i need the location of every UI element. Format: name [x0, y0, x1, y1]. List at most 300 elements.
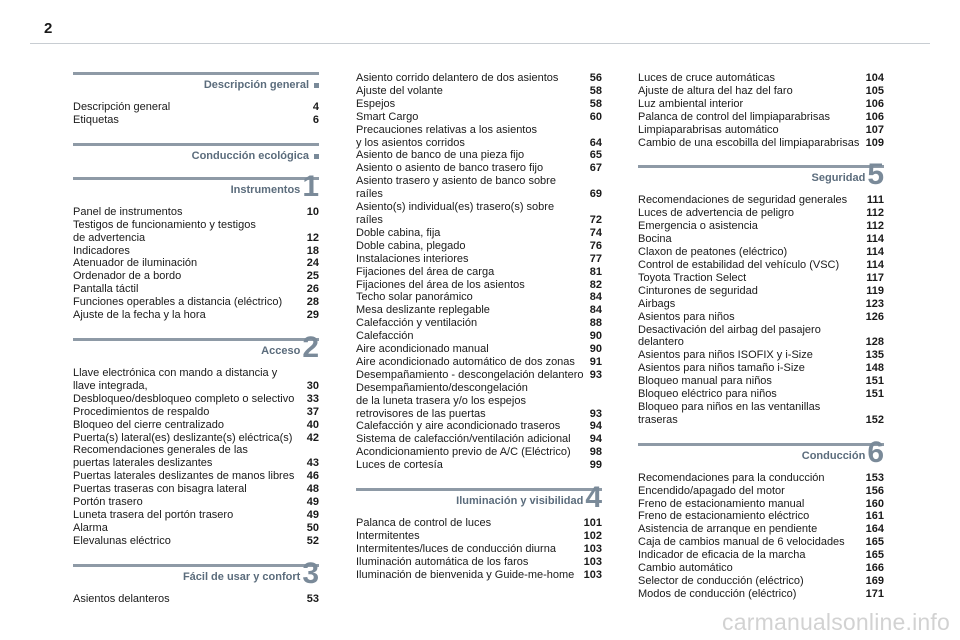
entry-list	[73, 367, 319, 548]
entry-page: 93	[589, 368, 602, 381]
entry-page: 103	[583, 542, 602, 555]
toc-entry[interactable]	[638, 311, 884, 324]
toc-entry[interactable]	[73, 419, 319, 432]
entry-page: 114	[866, 258, 884, 271]
entry-title: Bloqueo para niños en las ventanillas traseras	[638, 400, 821, 426]
toc-entry[interactable]	[73, 367, 319, 380]
entry-page: 99	[589, 459, 602, 472]
entry-list	[73, 206, 319, 322]
entry-page: 114	[866, 246, 884, 259]
toc-entry[interactable]	[356, 201, 602, 227]
toc-entry[interactable]	[73, 232, 319, 245]
toc-entry[interactable]	[356, 395, 602, 408]
entry-title: Luneta trasera del portón trasero	[73, 508, 234, 521]
entry-title: Asientos para niños	[638, 310, 735, 323]
entry-page: 65	[589, 149, 602, 162]
toc-entry[interactable]	[638, 194, 884, 207]
toc-entry[interactable]	[73, 444, 319, 457]
section-title: Iluminación y visibilidad	[456, 495, 584, 508]
section-title: Fácil de usar y confort	[182, 570, 301, 583]
entry-page: 166	[865, 562, 884, 575]
toc-entry[interactable]	[356, 408, 602, 421]
entry-title: Descripción general	[73, 101, 171, 113]
toc-entry[interactable]	[73, 483, 319, 496]
toc-entry[interactable]	[356, 433, 602, 446]
entry-page: 49	[306, 508, 319, 521]
toc-entry[interactable]	[356, 253, 602, 266]
entry-page: 103	[583, 568, 602, 581]
toc-entry[interactable]	[73, 283, 319, 296]
toc-entry[interactable]	[638, 98, 884, 111]
entry-list	[73, 593, 319, 606]
toc-entry[interactable]	[638, 111, 884, 124]
section-header	[73, 72, 319, 101]
entry-page: 112	[866, 207, 884, 220]
toc-entry[interactable]	[73, 114, 319, 127]
entry-title: Mesa deslizante replegable	[356, 304, 490, 317]
entry-page: 37	[306, 405, 319, 418]
toc-entry[interactable]	[73, 496, 319, 509]
entry-title: Claxon de peatones (eléctrico)	[638, 246, 788, 259]
toc-entry[interactable]	[356, 369, 602, 382]
toc-entry[interactable]	[356, 569, 602, 582]
entry-page: 165	[865, 536, 884, 549]
entry-page: 161	[865, 510, 884, 523]
toc-entry[interactable]	[638, 549, 884, 562]
toc-entry[interactable]	[356, 291, 602, 304]
entry-title: Modos de conducción (eléctrico)	[638, 587, 797, 600]
toc-entry[interactable]	[356, 124, 602, 137]
toc-entry[interactable]	[638, 588, 884, 601]
header-rule	[30, 43, 930, 44]
entry-page: 46	[306, 470, 319, 483]
toc-entry[interactable]	[638, 207, 884, 220]
entry-page: 109	[865, 136, 884, 149]
toc-entry[interactable]	[356, 343, 602, 356]
section-number: 1	[302, 169, 319, 203]
entry-title: Portón trasero	[73, 496, 143, 509]
entry-page: 76	[589, 239, 602, 252]
entry-list	[638, 472, 884, 601]
entry-page: 160	[865, 497, 884, 510]
entry-title: Luces de cruce automáticas	[638, 72, 775, 84]
square-bullet-icon	[314, 83, 319, 88]
entry-title: Bloqueo manual para niños	[638, 375, 772, 388]
entry-list	[356, 517, 602, 582]
toc-entry[interactable]	[356, 162, 602, 175]
entry-page: 106	[865, 97, 884, 110]
entry-title: puertas laterales deslizantes	[73, 457, 213, 470]
entry-page: 72	[589, 213, 602, 226]
entry-title: Asientos delanteros	[73, 592, 170, 605]
entry-page: 84	[589, 304, 602, 317]
entry-page: 148	[865, 362, 884, 375]
entry-page: 50	[306, 521, 319, 534]
entry-page: 164	[865, 523, 884, 536]
entry-title: Asiento o asiento de banco trasero fijo	[356, 162, 544, 175]
entry-title: Bloqueo del cierre centralizado	[73, 418, 225, 431]
toc-entry[interactable]	[356, 227, 602, 240]
entry-title: Freno de estacionamiento eléctrico	[638, 510, 810, 523]
toc-entry[interactable]	[638, 401, 884, 427]
entry-title: Cambio de una escobilla del limpiaparabrisas	[638, 136, 860, 149]
entry-page: 40	[306, 418, 319, 431]
entry-page: 26	[306, 283, 319, 296]
entry-page: 28	[306, 296, 319, 309]
entry-title: Calefacción	[356, 330, 414, 343]
entry-title: Luces de cortesía	[356, 459, 443, 472]
toc-column-1	[73, 72, 319, 622]
section-header	[73, 556, 319, 593]
entry-title: Alarma	[73, 521, 108, 534]
toc-entry[interactable]	[638, 375, 884, 388]
entry-page: 93	[589, 407, 602, 420]
toc-entry[interactable]	[638, 85, 884, 98]
entry-title: Funciones operables a distancia (eléctrico)	[73, 296, 283, 309]
toc-entry[interactable]	[356, 279, 602, 292]
entry-page: 30	[306, 379, 319, 392]
entry-title: Desempañamiento/descongelación	[356, 381, 528, 394]
entry-page: 91	[589, 355, 602, 368]
toc-entry[interactable]	[638, 72, 884, 85]
section-number: 4	[585, 481, 602, 515]
entry-title: Bocina	[638, 233, 672, 246]
entry-page: 111	[866, 194, 884, 207]
entry-title: Luces de advertencia de peligro	[638, 207, 794, 220]
toc-entry[interactable]	[356, 266, 602, 279]
entry-list	[638, 72, 884, 149]
entry-page: 67	[589, 162, 602, 175]
toc-entry[interactable]	[356, 382, 602, 395]
toc-entry[interactable]	[73, 522, 319, 535]
entry-title: Cambio automático	[638, 562, 733, 575]
entry-title: Selector de conducción (eléctrico)	[638, 575, 804, 587]
entry-title: Espejos	[356, 97, 396, 110]
toc-entry[interactable]	[73, 593, 319, 606]
entry-title: Limpiaparabrisas automático	[638, 123, 779, 136]
entry-page: 49	[306, 496, 319, 509]
section-title: Conducción ecológica	[191, 149, 309, 162]
entry-title: Caja de cambios manual de 6 velocidades	[638, 536, 845, 549]
section-title: Conducción	[801, 449, 866, 462]
toc-section	[73, 169, 319, 322]
toc-section	[638, 435, 884, 601]
entry-page: 114	[866, 233, 884, 246]
entry-title: Doble cabina, fija	[356, 226, 441, 239]
entry-title: Indicadores	[73, 244, 130, 257]
toc-entry[interactable]	[356, 240, 602, 253]
entry-page: 102	[583, 530, 602, 542]
toc-section	[73, 143, 319, 161]
entry-title: Asientos para niños tamaño i-Size	[638, 362, 805, 375]
toc-entry[interactable]	[73, 101, 319, 114]
entry-page: 126	[865, 310, 884, 323]
toc-entry[interactable]	[356, 517, 602, 530]
toc-entry[interactable]	[356, 85, 602, 98]
entry-title: Atenuador de iluminación	[73, 257, 198, 270]
entry-page: 94	[589, 433, 602, 446]
toc-entry[interactable]	[73, 296, 319, 309]
toc-section	[73, 72, 319, 127]
entry-page: 29	[306, 309, 319, 322]
toc-entry[interactable]	[638, 324, 884, 350]
toc-entry[interactable]	[73, 270, 319, 283]
toc-section	[73, 556, 319, 606]
entry-page: 52	[306, 534, 319, 547]
toc-entry[interactable]	[638, 220, 884, 233]
toc-entry[interactable]	[638, 285, 884, 298]
toc-entry[interactable]	[638, 523, 884, 536]
toc-entry[interactable]	[73, 309, 319, 322]
entry-title: Palanca de control de luces	[356, 517, 492, 530]
section-header	[73, 143, 319, 161]
entry-title: Acondicionamiento previo de A/C (Eléctrico)	[356, 446, 571, 459]
entry-title: Airbags	[638, 297, 676, 310]
entry-title: Ajuste del volante	[356, 84, 443, 97]
entry-page: 48	[306, 483, 319, 496]
toc-entry[interactable]	[73, 509, 319, 522]
entry-title: Puertas traseras con bisagra lateral	[73, 483, 247, 496]
entry-title: Intermitentes/luces de conducción diurna	[356, 542, 556, 555]
toc-entry[interactable]	[356, 543, 602, 556]
entry-page: 53	[306, 592, 319, 605]
watermark: carmanualsonline.info	[722, 609, 950, 635]
toc-entry[interactable]	[356, 149, 602, 162]
entry-title: Freno de estacionamiento manual	[638, 497, 805, 510]
toc-section	[73, 330, 319, 548]
entry-page: 90	[589, 343, 602, 356]
entry-title: Ajuste de altura del haz del faro	[638, 84, 793, 97]
entry-title: Control de estabilidad del vehículo (VSC)	[638, 258, 840, 271]
toc-entry[interactable]	[638, 472, 884, 485]
toc-entry[interactable]	[356, 420, 602, 433]
entry-title: Puertas laterales deslizantes de manos libres	[73, 470, 295, 483]
entry-page: 84	[589, 291, 602, 304]
entry-page: 24	[306, 257, 319, 270]
entry-page: 60	[589, 110, 602, 123]
entry-title: Toyota Traction Select	[638, 271, 747, 284]
toc-entry[interactable]	[73, 470, 319, 483]
toc-entry[interactable]	[638, 349, 884, 362]
section-title: Instrumentos	[230, 183, 301, 196]
entry-page: 152	[865, 413, 884, 426]
section-header	[73, 169, 319, 206]
entry-page: 151	[865, 388, 884, 401]
entry-title: Ordenador de a bordo	[73, 270, 182, 283]
toc-entry[interactable]	[638, 510, 884, 523]
toc-entry[interactable]	[638, 259, 884, 272]
square-bullet-icon	[314, 154, 319, 159]
entry-title: Llave electrónica con mando a distancia y	[73, 366, 278, 379]
entry-title: Etiquetas	[73, 113, 119, 126]
entry-title: Asiento trasero y asiento de banco sobre raíles	[356, 175, 556, 201]
toc-entry[interactable]	[73, 380, 319, 393]
toc-section	[638, 72, 884, 149]
entry-title: Cinturones de seguridad	[638, 284, 758, 297]
toc-entry[interactable]	[356, 330, 602, 343]
entry-page: 98	[589, 446, 602, 459]
entry-page: 88	[589, 317, 602, 330]
toc-entry[interactable]	[73, 219, 319, 232]
entry-title: Asistencia de arranque en pendiente	[638, 523, 818, 536]
toc-entry[interactable]	[638, 233, 884, 246]
toc-entry[interactable]	[73, 245, 319, 258]
section-number: 6	[867, 435, 884, 469]
entry-page: 112	[866, 220, 884, 233]
entry-page: 106	[865, 110, 884, 123]
entry-page: 94	[589, 420, 602, 433]
entry-title: Panel de instrumentos	[73, 205, 183, 218]
section-title: Seguridad	[811, 172, 866, 185]
entry-page: 6	[312, 113, 319, 126]
entry-title: Emergencia o asistencia	[638, 220, 758, 233]
toc-entry[interactable]	[73, 393, 319, 406]
section-header	[638, 435, 884, 472]
toc-entry[interactable]	[356, 304, 602, 317]
toc-entry[interactable]	[356, 137, 602, 150]
entry-page: 171	[865, 587, 884, 600]
toc-entry[interactable]	[356, 317, 602, 330]
toc-entry[interactable]	[638, 536, 884, 549]
entry-title: Recomendaciones de seguridad generales	[638, 194, 848, 207]
toc-entry[interactable]	[356, 530, 602, 543]
entry-title: Procedimientos de respaldo	[73, 405, 210, 418]
entry-title: Desempañamiento - descongelación delantero	[356, 368, 584, 381]
entry-title: Palanca de control del limpiaparabrisas	[638, 110, 830, 123]
entry-page: 105	[865, 84, 884, 97]
entry-title: Asientos para niños ISOFIX y i-Size	[638, 349, 813, 362]
entry-page: 18	[306, 244, 319, 257]
entry-page: 56	[589, 72, 602, 84]
entry-title: llave integrada,	[73, 379, 148, 392]
entry-page: 12	[306, 231, 319, 244]
toc-entry[interactable]	[73, 257, 319, 270]
entry-page: 25	[306, 270, 319, 283]
section-number: 5	[867, 158, 884, 192]
toc-entry[interactable]	[356, 459, 602, 472]
entry-title: Puerta(s) lateral(es) deslizante(s) eléctrica(s)	[73, 431, 293, 444]
entry-page: 128	[865, 336, 884, 349]
entry-title: Asiento de banco de una pieza fijo	[356, 149, 525, 162]
toc-entry[interactable]	[638, 485, 884, 498]
entry-title: Testigos de funcionamiento y testigos	[73, 218, 256, 231]
entry-page: 169	[865, 575, 884, 587]
entry-list	[73, 101, 319, 127]
toc-entry[interactable]	[638, 362, 884, 375]
entry-page: 43	[306, 457, 319, 470]
entry-page: 10	[306, 205, 319, 218]
entry-title: Iluminación de bienvenida y Guide-me-home	[356, 568, 575, 581]
entry-title: Calefacción y aire acondicionado traseros	[356, 420, 561, 433]
entry-title: Iluminación automática de los faros	[356, 555, 529, 568]
toc-entry[interactable]	[638, 246, 884, 259]
section-title: Descripción general	[203, 79, 309, 91]
toc-entry[interactable]	[73, 206, 319, 219]
toc-entry[interactable]	[638, 388, 884, 401]
entry-page: 165	[865, 549, 884, 562]
toc-entry[interactable]	[638, 562, 884, 575]
entry-page: 69	[589, 188, 602, 201]
entry-title: Doble cabina, plegado	[356, 239, 466, 252]
entry-title: Desbloqueo/desbloqueo completo o selectivo	[73, 392, 295, 405]
toc-entry[interactable]	[356, 72, 602, 85]
toc-entry[interactable]	[638, 272, 884, 285]
toc-entry[interactable]	[638, 137, 884, 150]
toc-entry[interactable]	[73, 406, 319, 419]
section-header	[638, 158, 884, 194]
entry-page: 58	[589, 97, 602, 110]
entry-page: 77	[589, 252, 602, 265]
entry-page: 81	[589, 265, 602, 278]
toc-entry[interactable]	[356, 446, 602, 459]
entry-page: 123	[865, 297, 884, 310]
section-header	[356, 481, 602, 517]
entry-page: 151	[865, 375, 884, 388]
toc-entry[interactable]	[638, 124, 884, 137]
toc-entry[interactable]	[638, 498, 884, 511]
toc-entry[interactable]	[638, 298, 884, 311]
toc-entry[interactable]	[638, 575, 884, 588]
entry-page: 101	[583, 517, 602, 530]
section-number: 3	[302, 556, 319, 590]
entry-title: Recomendaciones para la conducción	[638, 471, 825, 484]
entry-page: 82	[589, 278, 602, 291]
entry-title: Ajuste de la fecha y la hora	[73, 309, 206, 322]
toc-entry[interactable]	[356, 556, 602, 569]
toc-entry[interactable]	[73, 457, 319, 470]
entry-title: Luz ambiental interior	[638, 97, 744, 110]
entry-page: 4	[312, 101, 319, 113]
toc-entry[interactable]	[73, 432, 319, 445]
toc-entry[interactable]	[73, 535, 319, 548]
entry-page: 117	[866, 271, 884, 284]
entry-title: Desactivación del airbag del pasajero delantero	[638, 323, 821, 349]
toc-entry[interactable]	[356, 356, 602, 369]
section-number: 2	[302, 330, 319, 364]
toc-entry[interactable]	[356, 175, 602, 201]
entry-title: Fijaciones del área de carga	[356, 265, 495, 278]
entry-page: 104	[865, 72, 884, 84]
entry-list	[638, 194, 884, 426]
entry-title: Bloqueo eléctrico para niños	[638, 388, 777, 401]
entry-page: 33	[306, 392, 319, 405]
entry-title: Instalaciones interiores	[356, 252, 469, 265]
entry-list	[356, 72, 602, 472]
toc-entry[interactable]	[356, 98, 602, 111]
entry-page: 156	[865, 484, 884, 497]
entry-title: Techo solar panorámico	[356, 291, 473, 304]
entry-title: de la luneta trasera y/o los espejos	[356, 394, 526, 407]
toc-column-2	[356, 72, 602, 598]
entry-title: retrovisores de las puertas	[356, 407, 486, 420]
entry-title: Aire acondicionado manual	[356, 343, 489, 356]
entry-title: Indicador de eficacia de la marcha	[638, 549, 806, 562]
entry-page: 153	[865, 471, 884, 484]
entry-page: 107	[865, 123, 884, 136]
entry-title: y los asientos corridos	[356, 136, 465, 149]
entry-title: Recomendaciones generales de las	[73, 444, 248, 457]
section-title: Acceso	[261, 344, 301, 357]
entry-page: 135	[865, 349, 884, 362]
entry-title: Intermitentes	[356, 530, 420, 542]
toc-entry[interactable]	[356, 111, 602, 124]
entry-title: Fijaciones del área de los asientos	[356, 278, 525, 291]
entry-page: 90	[589, 330, 602, 343]
section-header	[73, 330, 319, 367]
entry-page: 42	[306, 431, 319, 444]
entry-page: 64	[589, 136, 602, 149]
entry-title: Asiento(s) individual(es) trasero(s) sobre raíles	[356, 201, 555, 226]
